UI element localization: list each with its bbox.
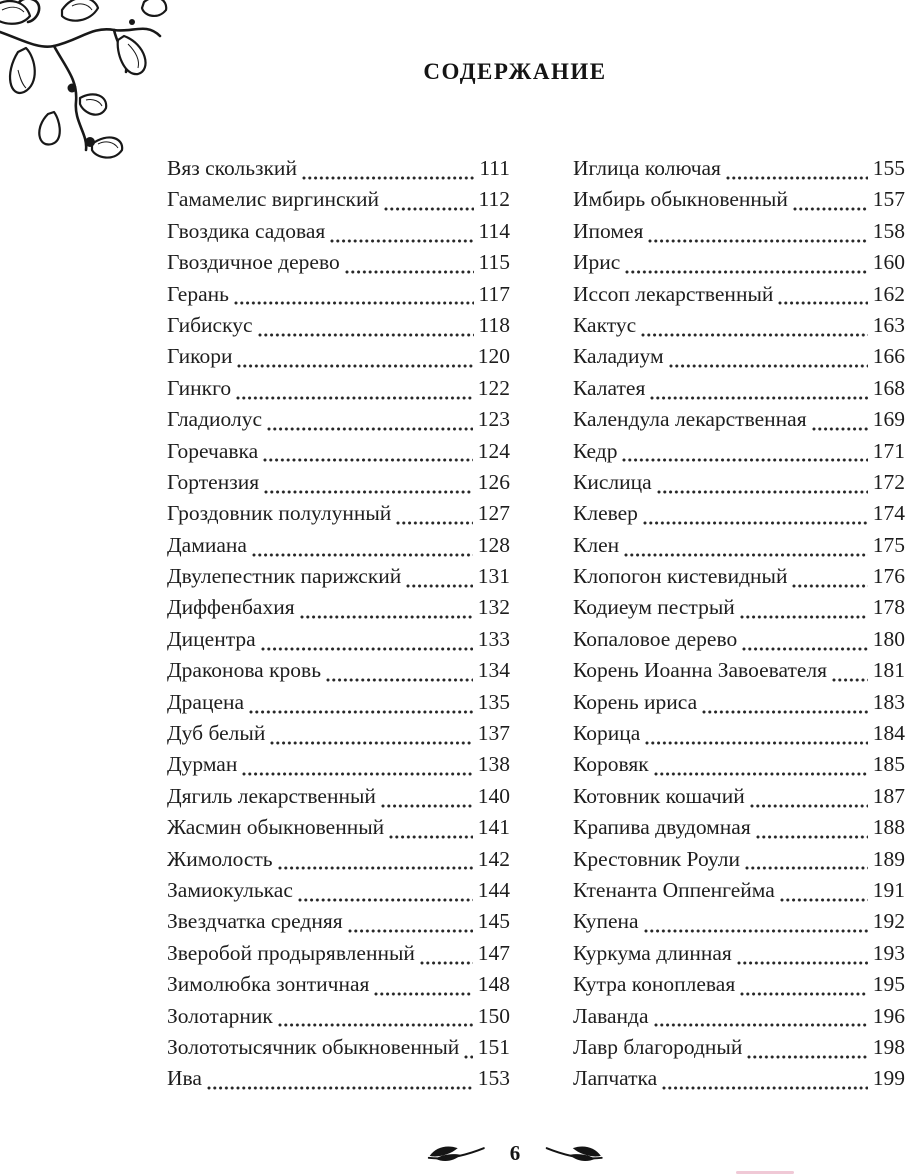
toc-entry <box>167 404 510 435</box>
dot-leader <box>756 834 868 840</box>
dot-leader <box>237 363 472 369</box>
toc-entry-title: Дягиль лекарственный <box>167 783 376 808</box>
dot-leader <box>302 175 474 181</box>
toc-entry <box>167 373 510 404</box>
page-footer <box>428 1137 603 1169</box>
toc-entry <box>167 247 510 278</box>
dot-leader <box>278 1022 473 1028</box>
toc-entry-title: Иглица колючая <box>573 156 721 180</box>
toc-entry-title: Кедр <box>573 438 618 463</box>
toc-entry <box>167 812 510 843</box>
toc-entry-page-number: 147 <box>477 940 510 965</box>
toc-entry <box>573 1001 905 1032</box>
dot-leader <box>644 928 868 934</box>
toc-entry <box>167 592 510 623</box>
dot-leader <box>669 363 868 369</box>
toc-entry-page-number: 118 <box>478 312 510 337</box>
toc-column-left <box>167 153 510 1095</box>
toc-entry-title: Клевер <box>573 501 638 526</box>
dot-leader <box>622 457 867 463</box>
dot-leader <box>345 269 474 275</box>
toc-entry-title: Дуб белый <box>167 721 266 746</box>
toc-entry-title: Гинкго <box>167 375 232 400</box>
toc-entry-title: Иссоп лекарственный <box>573 281 774 306</box>
toc-entry <box>573 341 905 372</box>
dot-leader <box>381 803 473 809</box>
dot-leader <box>650 395 867 401</box>
toc-entry-page-number: 157 <box>872 187 905 212</box>
dot-leader <box>234 300 474 306</box>
dot-leader <box>249 709 473 715</box>
toc-entry-page-number: 160 <box>872 250 905 275</box>
toc-entry <box>167 467 510 498</box>
dot-leader <box>389 834 473 840</box>
toc-entry-title: Копаловое дерево <box>573 626 738 651</box>
toc-entry <box>167 718 510 749</box>
toc-entry <box>167 844 510 875</box>
toc-entry <box>573 279 905 310</box>
dot-leader <box>261 646 473 652</box>
dot-leader <box>420 960 473 966</box>
toc-entry-page-number: 123 <box>477 407 510 432</box>
toc-entry-page-number: 171 <box>872 438 905 463</box>
toc-entry-page-number: 124 <box>477 438 510 463</box>
dot-leader <box>832 677 868 683</box>
toc-entry-page-number: 126 <box>477 469 510 494</box>
toc-entry-title: Жасмин обыкновенный <box>167 815 385 840</box>
toc-entry <box>167 655 510 686</box>
dot-leader <box>236 395 473 401</box>
dot-leader <box>742 646 868 652</box>
dot-leader <box>645 740 867 746</box>
dot-leader <box>348 928 473 934</box>
toc-entry <box>167 624 510 655</box>
toc-entry-page-number: 111 <box>479 156 510 180</box>
toc-entry-page-number: 198 <box>872 1034 905 1059</box>
toc-entry <box>167 1032 510 1063</box>
toc-entry-page-number: 127 <box>477 501 510 526</box>
toc-entry <box>167 436 510 467</box>
toc-entry-page-number: 192 <box>872 909 905 934</box>
toc-entry-title: Ирис <box>573 250 621 275</box>
toc-entry-title: Гроздовник полулунный <box>167 501 392 526</box>
toc-entry <box>573 184 905 215</box>
toc-entry-page-number: 168 <box>872 375 905 400</box>
toc-entry-page-number: 199 <box>872 1066 905 1091</box>
toc-entry-title: Корица <box>573 721 641 746</box>
toc-entry <box>167 687 510 718</box>
toc-entry-title: Кутра коноплевая <box>573 972 736 997</box>
toc-entry-title: Дицентра <box>167 626 256 651</box>
toc-entry-page-number: 166 <box>872 344 905 369</box>
toc-entry-title: Кислица <box>573 469 652 494</box>
toc-entry-title: Горечавка <box>167 438 259 463</box>
toc-entry-title: Куркума длинная <box>573 940 732 965</box>
toc-entry <box>167 184 510 215</box>
toc-entry <box>573 1063 905 1094</box>
pink-accent-line <box>736 1171 794 1174</box>
toc-entry-title: Лавр благородный <box>573 1034 743 1059</box>
toc-entry <box>167 1001 510 1032</box>
toc-entry-title: Гвоздичное дерево <box>167 250 340 275</box>
toc-entry <box>573 247 905 278</box>
toc-entry-page-number: 140 <box>477 783 510 808</box>
toc-entry-title: Диффенбахия <box>167 595 295 620</box>
toc-entry-page-number: 193 <box>872 940 905 965</box>
toc-entry-page-number: 180 <box>872 626 905 651</box>
toc-entry-title: Дамиана <box>167 532 247 557</box>
toc-entry-page-number: 122 <box>477 375 510 400</box>
toc-entry-title: Кактус <box>573 312 637 337</box>
toc-entry <box>573 875 905 906</box>
toc-entry-title: Золотарник <box>167 1003 273 1028</box>
toc-entry-page-number: 120 <box>477 344 510 369</box>
toc-entry-title: Двулепестник парижский <box>167 564 402 589</box>
toc-entry-page-number: 137 <box>477 721 510 746</box>
toc-entry-title: Кодиеум пестрый <box>573 595 735 620</box>
toc-entry-page-number: 144 <box>477 877 510 902</box>
dot-leader <box>747 1054 867 1060</box>
dot-leader <box>792 583 867 589</box>
toc-entry-page-number: 184 <box>872 721 905 746</box>
toc-entry-title: Жимолость <box>167 846 273 871</box>
toc-entry-title: Гортензия <box>167 469 260 494</box>
dot-leader <box>778 300 867 306</box>
toc-entry-page-number: 155 <box>872 156 905 180</box>
toc-entry-title: Гамамелис виргинский <box>167 187 379 212</box>
dot-leader <box>278 865 473 871</box>
dot-leader <box>654 1022 868 1028</box>
toc-entry <box>167 969 510 1000</box>
dot-leader <box>812 426 868 432</box>
toc-entry-page-number: 138 <box>477 752 510 777</box>
toc-entry <box>167 749 510 780</box>
toc-entry-title: Ктенанта Оппенгейма <box>573 877 775 902</box>
toc-entry-page-number: 169 <box>872 407 905 432</box>
dot-leader <box>702 709 868 715</box>
dot-leader <box>654 771 868 777</box>
toc-entry <box>573 969 905 1000</box>
toc-entry-page-number: 145 <box>477 909 510 934</box>
toc-entry-page-number: 142 <box>477 846 510 871</box>
toc-entry-title: Драконова кровь <box>167 658 322 683</box>
toc-entry-title: Клопогон кистевидный <box>573 564 788 589</box>
toc-entry <box>573 530 905 561</box>
dot-leader <box>406 583 472 589</box>
toc-entry-title: Зверобой продырявленный <box>167 940 415 965</box>
toc-entry-title: Зимолюбка зонтичная <box>167 972 370 997</box>
toc-entry-page-number: 185 <box>872 752 905 777</box>
dot-leader <box>384 206 474 212</box>
toc-entry <box>167 153 510 184</box>
dot-leader <box>740 614 868 620</box>
toc-entry <box>573 436 905 467</box>
toc-entry-page-number: 187 <box>872 783 905 808</box>
toc-entry-page-number: 128 <box>477 532 510 557</box>
toc-entry <box>573 561 905 592</box>
toc-entry <box>167 875 510 906</box>
toc-entry <box>167 216 510 247</box>
toc-entry-page-number: 195 <box>872 972 905 997</box>
dot-leader <box>330 238 473 244</box>
toc-entry-title: Гибискус <box>167 312 253 337</box>
toc-entry-page-number: 178 <box>872 595 905 620</box>
toc-entry-title: Ива <box>167 1066 202 1091</box>
toc-entry-title: Крестовник Роули <box>573 846 740 871</box>
dot-leader <box>464 1054 472 1060</box>
toc-entry-title: Лаванда <box>573 1003 649 1028</box>
toc-entry-title: Коровяк <box>573 752 649 777</box>
toc-entry <box>573 624 905 655</box>
leaf-sprig-left-icon <box>428 1142 486 1164</box>
toc-entry-page-number: 117 <box>478 281 510 306</box>
toc-entry-page-number: 158 <box>872 218 905 243</box>
toc-entry-page-number: 181 <box>872 658 905 683</box>
dot-leader <box>242 771 472 777</box>
toc-entry-title: Драцена <box>167 689 245 714</box>
toc-entry-title: Купена <box>573 909 639 934</box>
dot-leader <box>264 489 473 495</box>
toc-entry <box>167 498 510 529</box>
toc-entry <box>167 781 510 812</box>
dot-leader <box>374 991 472 997</box>
toc-entry-title: Котовник кошачий <box>573 783 745 808</box>
toc-entry-title: Гикори <box>167 344 233 369</box>
toc-entry <box>573 906 905 937</box>
dot-leader <box>726 175 868 181</box>
toc-entry <box>573 718 905 749</box>
toc-entry <box>573 373 905 404</box>
toc-entry-title: Золототысячник обыкновенный <box>167 1034 460 1059</box>
toc-entry <box>573 467 905 498</box>
toc-entry-page-number: 176 <box>872 564 905 589</box>
toc-entry <box>167 341 510 372</box>
toc-entry-page-number: 174 <box>872 501 905 526</box>
toc-entry-page-number: 135 <box>477 689 510 714</box>
toc-entry-page-number: 162 <box>872 281 905 306</box>
toc-entry-page-number: 172 <box>872 469 905 494</box>
botanical-branch-icon <box>0 0 176 170</box>
dot-leader <box>737 960 868 966</box>
dot-leader <box>624 552 868 558</box>
toc-entry <box>573 592 905 623</box>
toc-entry <box>573 404 905 435</box>
dot-leader <box>270 740 472 746</box>
toc-entry-page-number: 191 <box>872 877 905 902</box>
toc-entry-title: Календула лекарственная <box>573 407 807 432</box>
toc-entry-page-number: 196 <box>872 1003 905 1028</box>
dot-leader <box>252 552 473 558</box>
toc-entry <box>167 938 510 969</box>
page-title: СОДЕРЖАНИЕ <box>423 59 607 84</box>
toc-entry <box>573 749 905 780</box>
toc-entry <box>573 938 905 969</box>
toc-entry-title: Каладиум <box>573 344 664 369</box>
toc-entry-page-number: 175 <box>872 532 905 557</box>
toc-entry-title: Корень Иоанна Завоевателя <box>573 658 828 683</box>
toc-columns <box>167 153 905 1095</box>
toc-entry-title: Гладиолус <box>167 407 263 432</box>
toc-entry <box>167 310 510 341</box>
footer-page-number: 6 <box>509 1140 521 1165</box>
toc-entry-page-number: 188 <box>872 815 905 840</box>
dot-leader <box>657 489 868 495</box>
toc-entry <box>167 906 510 937</box>
toc-entry <box>573 153 905 184</box>
toc-entry-page-number: 150 <box>477 1003 510 1028</box>
toc-entry-page-number: 153 <box>477 1066 510 1091</box>
toc-entry-title: Клен <box>573 532 620 557</box>
toc-entry <box>167 279 510 310</box>
toc-entry-title: Имбирь обыкновенный <box>573 187 788 212</box>
toc-entry-page-number: 183 <box>872 689 905 714</box>
dot-leader <box>267 426 473 432</box>
toc-entry-page-number: 189 <box>872 846 905 871</box>
toc-entry <box>573 310 905 341</box>
dot-leader <box>662 1085 868 1091</box>
dot-leader <box>258 332 474 338</box>
toc-entry-title: Замиокулькас <box>167 877 293 902</box>
toc-entry-page-number: 141 <box>477 815 510 840</box>
dot-leader <box>263 457 473 463</box>
dot-leader <box>643 520 868 526</box>
dot-leader <box>326 677 473 683</box>
toc-entry <box>573 1032 905 1063</box>
toc-entry <box>167 561 510 592</box>
dot-leader <box>750 803 868 809</box>
dot-leader <box>745 865 868 871</box>
toc-entry-page-number: 148 <box>477 972 510 997</box>
toc-entry <box>167 530 510 561</box>
dot-leader <box>648 238 867 244</box>
toc-entry-page-number: 114 <box>478 218 510 243</box>
dot-leader <box>207 1085 473 1091</box>
dot-leader <box>298 897 473 903</box>
dot-leader <box>793 206 868 212</box>
toc-entry-page-number: 131 <box>477 564 510 589</box>
toc-entry <box>167 1063 510 1094</box>
toc-entry-title: Крапива двудомная <box>573 815 751 840</box>
toc-entry-title: Вяз скользкий <box>167 156 297 180</box>
toc-entry <box>573 216 905 247</box>
toc-entry <box>573 498 905 529</box>
toc-entry-title: Корень ириса <box>573 689 698 714</box>
toc-entry-title: Ипомея <box>573 218 644 243</box>
toc-entry-page-number: 112 <box>478 187 510 212</box>
toc-entry-page-number: 134 <box>477 658 510 683</box>
toc-entry-page-number: 133 <box>477 626 510 651</box>
dot-leader <box>641 332 868 338</box>
toc-entry-title: Звездчатка средняя <box>167 909 343 934</box>
toc-column-right <box>573 153 905 1095</box>
dot-leader <box>780 897 868 903</box>
toc-entry <box>573 844 905 875</box>
toc-entry-title: Дурман <box>167 752 238 777</box>
toc-entry <box>573 781 905 812</box>
toc-entry <box>573 655 905 686</box>
toc-entry <box>573 812 905 843</box>
leaf-sprig-right-icon <box>544 1142 602 1164</box>
toc-entry-title: Лапчатка <box>573 1066 658 1091</box>
toc-entry-page-number: 132 <box>477 595 510 620</box>
dot-leader <box>740 991 868 997</box>
dot-leader <box>300 614 473 620</box>
toc-entry-title: Калатея <box>573 375 646 400</box>
toc-entry <box>573 687 905 718</box>
toc-entry-page-number: 163 <box>872 312 905 337</box>
toc-entry-title: Герань <box>167 281 229 306</box>
toc-entry-page-number: 151 <box>477 1034 510 1059</box>
dot-leader <box>625 269 867 275</box>
toc-entry-title: Гвоздика садовая <box>167 218 326 243</box>
dot-leader <box>396 520 472 526</box>
toc-entry-page-number: 115 <box>478 250 510 275</box>
